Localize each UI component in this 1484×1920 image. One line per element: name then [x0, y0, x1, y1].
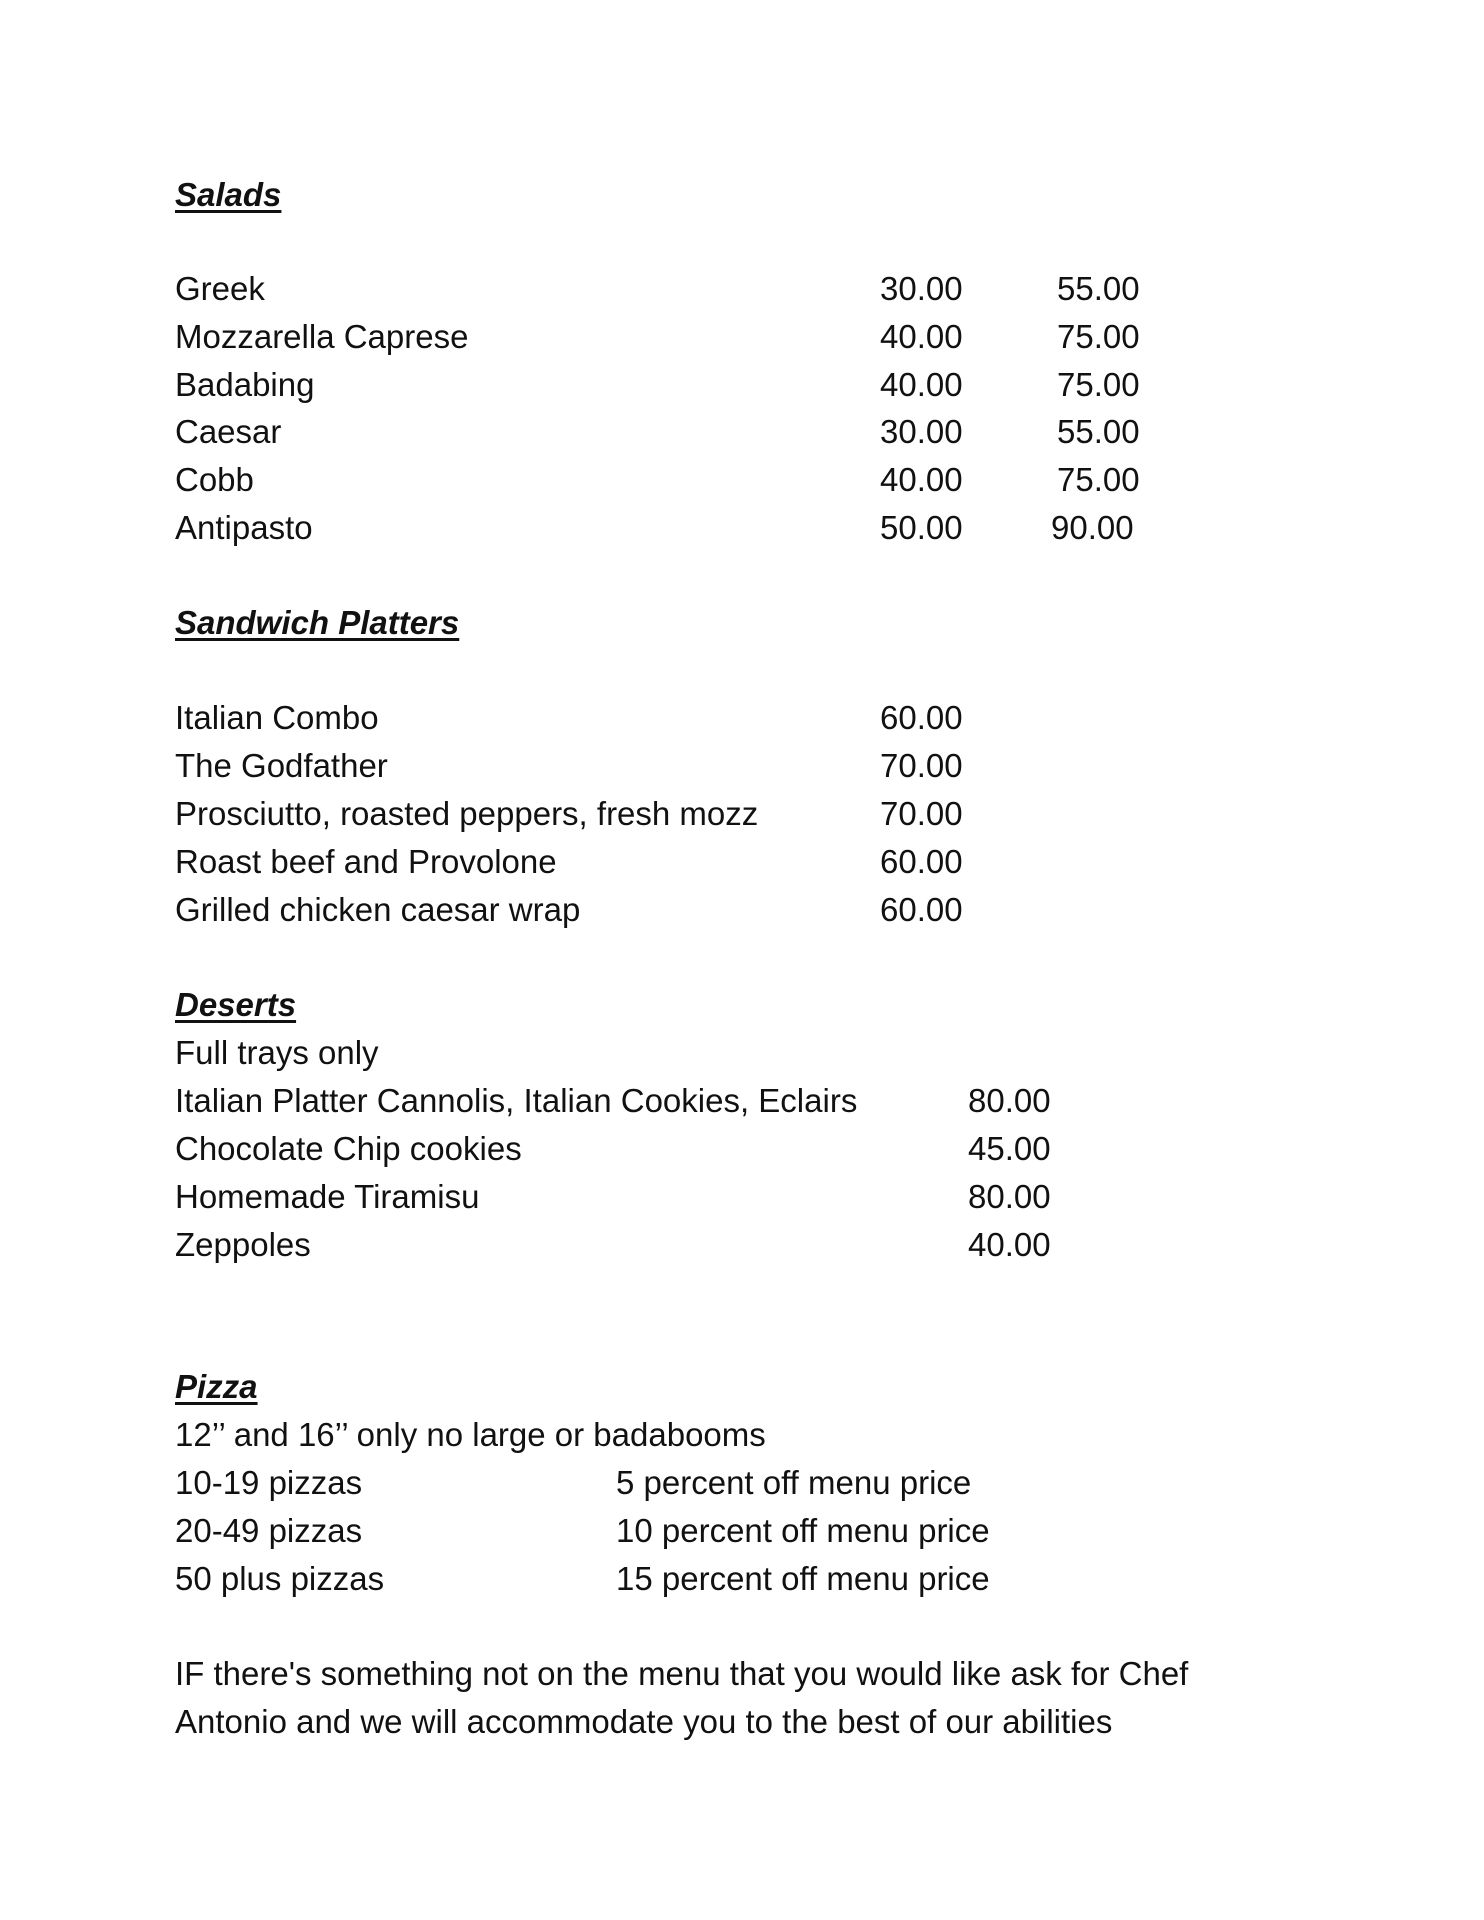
- pizza-tier-quantity: 50 plus pizzas: [175, 1560, 385, 1597]
- desert-name: Zeppoles: [175, 1226, 311, 1263]
- salads-heading: Salads: [175, 176, 282, 213]
- pizza-tier-quantity: 10-19 pizzas: [175, 1464, 363, 1501]
- footer-line: Antonio and we will accommodate you to the best of our abilities: [175, 1703, 1113, 1740]
- salad-name: Caesar: [175, 413, 282, 450]
- desert-price: 40.00: [968, 1226, 1051, 1263]
- sandwich-price: 60.00: [880, 891, 963, 928]
- salad-name: Cobb: [175, 461, 254, 498]
- sandwich-name: Roast beef and Provolone: [175, 843, 557, 880]
- sandwich-name: Grilled chicken caesar wrap: [175, 891, 581, 928]
- sandwich-price: 60.00: [880, 699, 963, 736]
- salad-half-price: 40.00: [880, 318, 963, 355]
- pizza-tier-quantity: 20-49 pizzas: [175, 1512, 363, 1549]
- salad-half-price: 40.00: [880, 461, 963, 498]
- salad-full-price: 90.00: [1051, 509, 1134, 546]
- salad-name: Badabing: [175, 366, 315, 403]
- deserts-note: Full trays only: [175, 1034, 379, 1071]
- salad-full-price: 55.00: [1057, 270, 1140, 307]
- desert-price: 80.00: [968, 1178, 1051, 1215]
- salad-full-price: 75.00: [1057, 366, 1140, 403]
- sandwich-name: The Godfather: [175, 747, 388, 784]
- salad-half-price: 30.00: [880, 270, 963, 307]
- footer-line: IF there's something not on the menu that you would like ask for Chef: [175, 1655, 1189, 1692]
- sandwich-name: Prosciutto, roasted peppers, fresh mozz: [175, 795, 759, 832]
- sandwich-price: 60.00: [880, 843, 963, 880]
- sandwich-platters-heading: Sandwich Platters: [175, 604, 460, 641]
- salad-half-price: 50.00: [880, 509, 963, 546]
- pizza-heading: Pizza: [175, 1368, 258, 1405]
- desert-name: Chocolate Chip cookies: [175, 1130, 522, 1167]
- pizza-note: 12’’ and 16’’ only no large or badabooms: [175, 1416, 766, 1453]
- sandwich-name: Italian Combo: [175, 699, 379, 736]
- desert-name: Italian Platter Cannolis, Italian Cookies, Eclairs: [175, 1082, 858, 1119]
- salad-full-price: 75.00: [1057, 461, 1140, 498]
- salad-name: Greek: [175, 270, 265, 307]
- pizza-tier-discount: 10 percent off menu price: [616, 1512, 990, 1549]
- desert-name: Homemade Tiramisu: [175, 1178, 480, 1215]
- sandwich-price: 70.00: [880, 795, 963, 832]
- pizza-tier-discount: 5 percent off menu price: [616, 1464, 972, 1501]
- salad-half-price: 30.00: [880, 413, 963, 450]
- pizza-tier-discount: 15 percent off menu price: [616, 1560, 990, 1597]
- salad-full-price: 55.00: [1057, 413, 1140, 450]
- sandwich-price: 70.00: [880, 747, 963, 784]
- salad-half-price: 40.00: [880, 366, 963, 403]
- desert-price: 80.00: [968, 1082, 1051, 1119]
- deserts-heading: Deserts: [175, 986, 297, 1023]
- salad-name: Mozzarella Caprese: [175, 318, 469, 355]
- salad-name: Antipasto: [175, 509, 313, 546]
- salad-full-price: 75.00: [1057, 318, 1140, 355]
- desert-price: 45.00: [968, 1130, 1051, 1167]
